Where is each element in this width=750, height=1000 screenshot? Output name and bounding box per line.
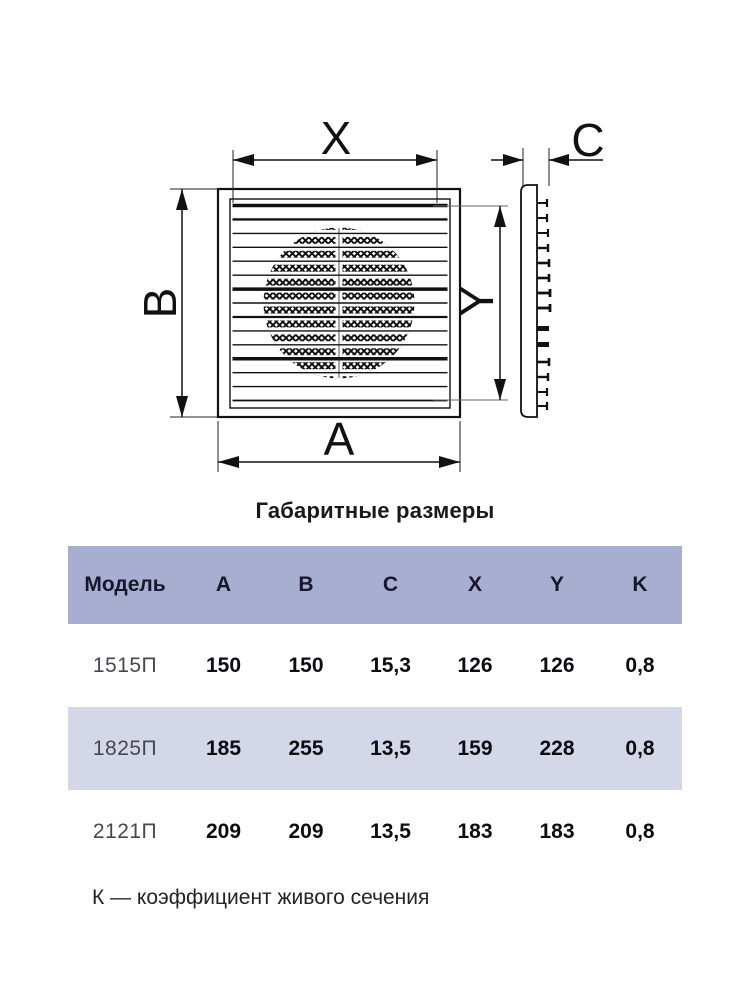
table-cell: 13,5 <box>370 819 411 843</box>
table-header-row <box>68 546 682 624</box>
column-header-a: A <box>215 573 232 596</box>
dimension-a <box>218 413 460 472</box>
table-cell: 0,8 <box>625 819 655 843</box>
table-row <box>68 707 682 790</box>
table-cell: 209 <box>205 819 242 843</box>
dimension-b <box>134 189 218 417</box>
footnote: К — коэффициент живого сечения <box>92 886 430 909</box>
table-row <box>68 790 682 873</box>
table-row <box>68 624 682 707</box>
model-cell: 1825П <box>92 736 158 760</box>
column-header-x: X <box>467 573 482 596</box>
front-view <box>218 189 460 417</box>
table-cell: 0,8 <box>625 653 655 677</box>
table-cell: 183 <box>539 819 575 843</box>
dim-label-b: B <box>134 287 186 319</box>
column-header-k: K <box>632 573 648 596</box>
dim-label-x: X <box>320 112 352 164</box>
table-cell: 209 <box>288 819 324 843</box>
table-cell: 126 <box>539 653 575 677</box>
table-cell: 15,3 <box>370 653 411 677</box>
table-cell: 185 <box>205 736 242 760</box>
dim-label-a: A <box>323 413 355 465</box>
table-cell: 126 <box>457 653 493 677</box>
column-header-model: Модель <box>84 573 166 596</box>
dimension-c <box>491 114 605 186</box>
table-cell: 0,8 <box>625 736 655 760</box>
table-cell: 183 <box>457 819 493 843</box>
table-cell: 13,5 <box>370 736 411 760</box>
table-cell: 150 <box>288 653 324 677</box>
column-header-y: Y <box>549 573 564 596</box>
model-cell: 2121П <box>92 819 158 843</box>
table-cell: 255 <box>288 736 324 760</box>
side-slat-profiles <box>537 199 550 410</box>
dimensions-table <box>68 546 682 873</box>
side-view <box>521 185 550 417</box>
table-cell: 228 <box>539 736 575 760</box>
column-header-b: B <box>298 573 314 596</box>
dim-label-y: Y <box>451 285 503 317</box>
dim-label-c: C <box>571 114 605 166</box>
model-cell: 1515П <box>92 653 158 677</box>
table-title: Габаритные размеры <box>255 498 495 523</box>
table-cell: 159 <box>457 736 493 760</box>
column-header-c: C <box>382 573 399 596</box>
table-cell: 150 <box>205 653 242 677</box>
